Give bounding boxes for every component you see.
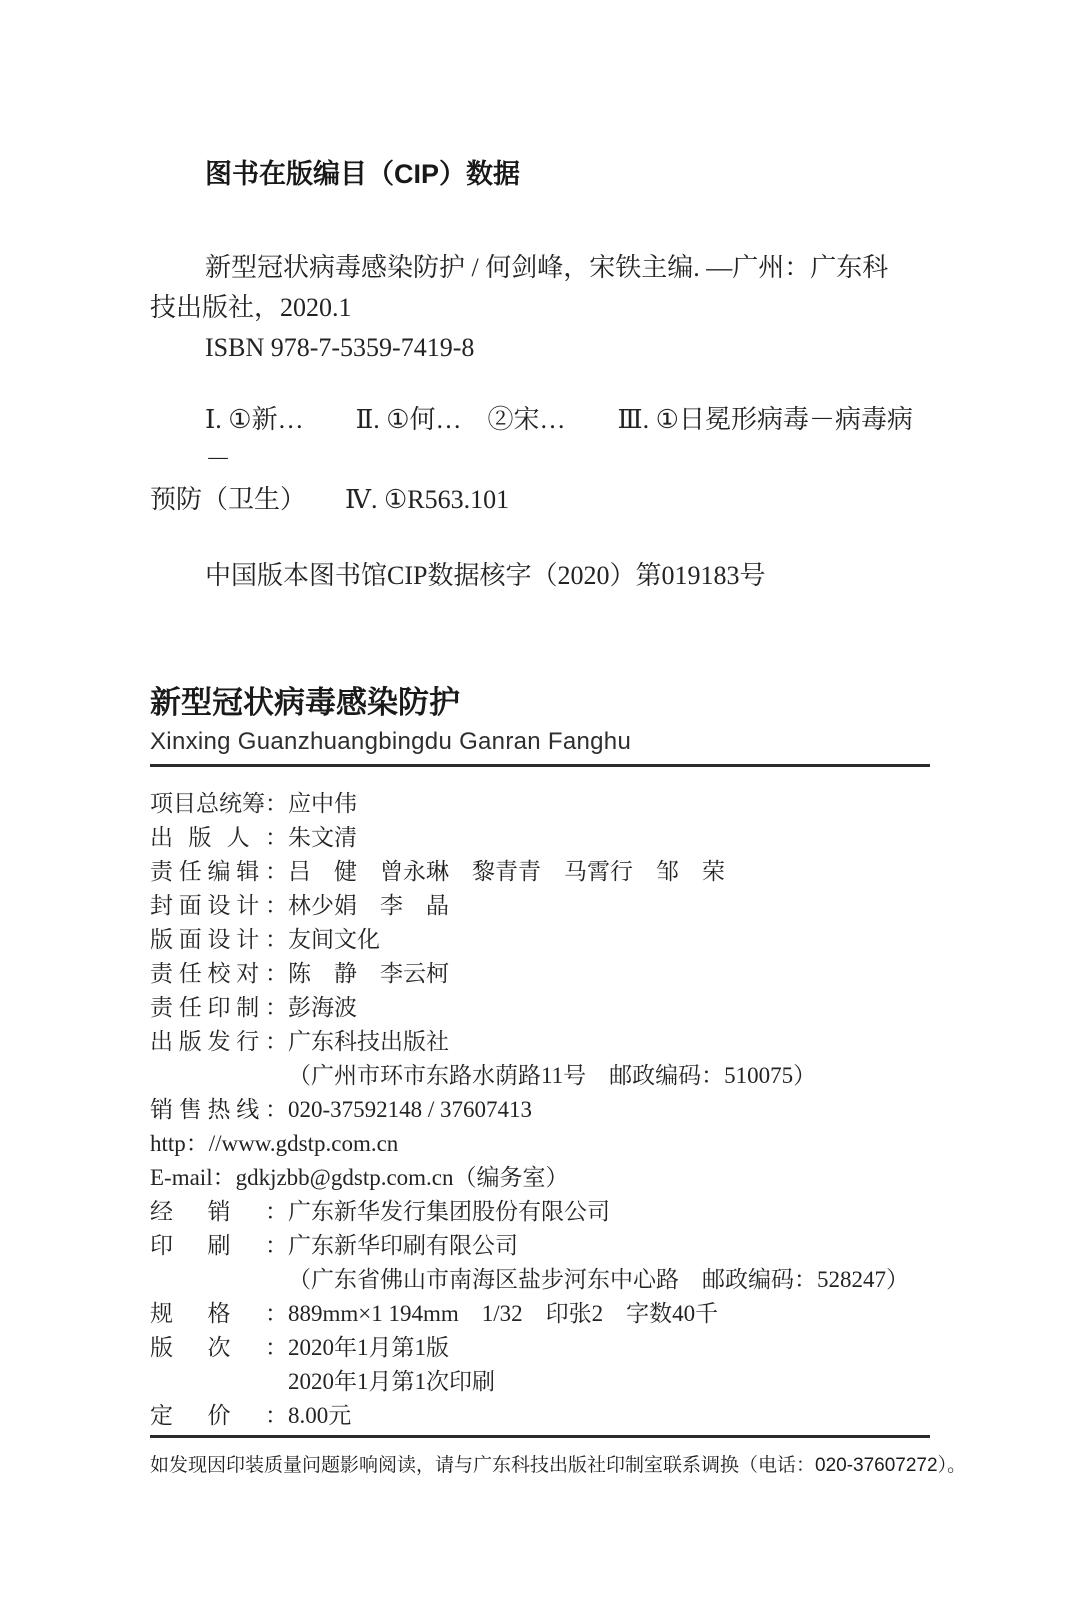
colophon-row-website [150, 1127, 930, 1161]
colophon-value: 朱文清 [288, 825, 357, 850]
colophon-value: 广东科技出版社 [288, 1029, 449, 1054]
masthead [150, 684, 930, 756]
colophon-label: 出版发行： [150, 1029, 288, 1054]
colophon-row-printer [150, 1229, 930, 1263]
cip-classification-line: Ⅰ. ①新… Ⅱ. ①何… ②宋… Ⅲ. ①日冕形病毒－病毒病－ [205, 405, 913, 474]
colophon-value: 8.00元 [288, 1403, 352, 1428]
colophon-value: 林少娟 李 晶 [288, 893, 449, 918]
colophon-row-distributor [150, 1195, 930, 1229]
colophon-row-editors [150, 855, 930, 889]
colophon-label: 定价： [150, 1403, 288, 1428]
quality-note: 如发现因印装质量问题影响阅读，请与广东科技出版社印制室联系调换（电话：020-37607272）。 [150, 1455, 967, 1476]
colophon-row-project-coordinator [150, 787, 930, 821]
colophon-value: 2020年1月第1次印刷 [288, 1369, 495, 1394]
colophon-label: 版次： [150, 1335, 288, 1360]
cip-record-number: 中国版本图书馆CIP数据核字（2020）第019183号 [205, 561, 766, 590]
colophon-row-sales-hotline [150, 1093, 930, 1127]
colophon-row-printer-address [150, 1263, 930, 1297]
colophon-label: 封面设计： [150, 893, 288, 918]
colophon-row-format [150, 1297, 930, 1331]
divider-bottom [150, 1435, 930, 1438]
colophon-label: 印刷： [150, 1233, 288, 1258]
cip-header: 图书在版编目（CIP）数据 [205, 159, 521, 189]
colophon-value: 广东新华印刷有限公司 [288, 1233, 518, 1258]
colophon-value: 2020年1月第1版 [288, 1335, 449, 1360]
cip-isbn: ISBN 978-7-5359-7419-8 [205, 333, 475, 362]
cip-description [150, 248, 930, 368]
colophon-label: 规格： [150, 1301, 288, 1326]
colophon-row-edition [150, 1331, 930, 1365]
colophon-label: 责任校对： [150, 961, 288, 986]
cip-description-line: 技出版社，2020.1 [150, 293, 352, 322]
colophon-label: 销售热线： [150, 1097, 288, 1122]
cip-classification [150, 400, 930, 520]
colophon-row-print-supervisor [150, 991, 930, 1025]
colophon-row-cover-design [150, 889, 930, 923]
colophon-row-printing [150, 1365, 930, 1399]
book-title: 新型冠状病毒感染防护 [150, 685, 460, 720]
colophon-value: http：//www.gdstp.com.cn [150, 1131, 399, 1156]
cip-classification-line: 预防（卫生） Ⅳ. ①R563.101 [150, 485, 510, 514]
colophon-value: 应中伟 [288, 791, 357, 816]
colophon-value: 陈 静 李云柯 [288, 961, 449, 986]
colophon-value: 889mm×1 194mm 1/32 印张2 字数40千 [288, 1301, 719, 1326]
cip-description-line: 新型冠状病毒感染防护 / 何剑峰，宋铁主编. —广州：广东科 [205, 253, 889, 282]
colophon-value: E-mail：gdkjzbb@gdstp.com.cn（编务室） [150, 1165, 569, 1190]
colophon-section [150, 787, 930, 1433]
colophon-label: 责任印制： [150, 995, 288, 1020]
colophon-row-proofreaders [150, 957, 930, 991]
colophon-value: 吕 健 曾永琳 黎青青 马霄行 邹 荣 [288, 859, 725, 884]
colophon-label: 责任编辑： [150, 859, 288, 884]
colophon-value: （广州市环市东路水荫路11号 邮政编码：510075） [288, 1063, 817, 1088]
colophon-row-publisher-person [150, 821, 930, 855]
colophon-row-price [150, 1399, 930, 1433]
colophon-label: 出版人： [150, 825, 288, 850]
book-title-pinyin: Xinxing Guanzhuangbingdu Ganran Fanghu [150, 728, 632, 755]
divider-top [150, 764, 930, 767]
colophon-row-publisher [150, 1025, 930, 1059]
colophon-value: （广东省佛山市南海区盐步河东中心路 邮政编码：528247） [288, 1267, 909, 1292]
colophon-row-layout-design [150, 923, 930, 957]
colophon-label: 版面设计： [150, 927, 288, 952]
colophon-label: 项目总统筹： [150, 791, 288, 816]
colophon-row-publisher-address [150, 1059, 930, 1093]
colophon-value: 广东新华发行集团股份有限公司 [288, 1199, 610, 1224]
colophon-row-email [150, 1161, 930, 1195]
colophon-value: 020-37592148 / 37607413 [288, 1097, 533, 1122]
colophon-label: 经销： [150, 1199, 288, 1224]
cip-section [150, 156, 930, 596]
colophon-value: 彭海波 [288, 995, 357, 1020]
colophon-value: 友间文化 [288, 927, 380, 952]
